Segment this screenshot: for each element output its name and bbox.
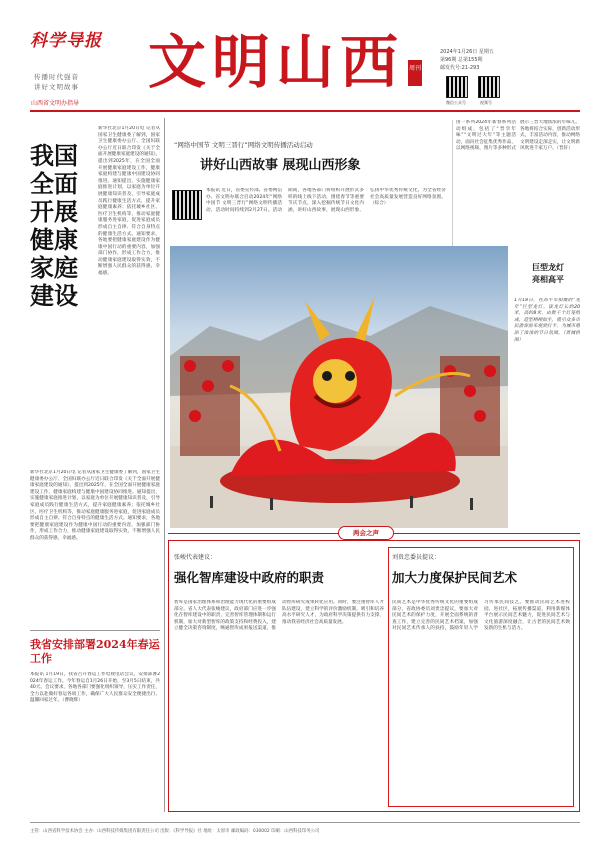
box-right-headline: 加大力度保护民间艺术 — [392, 570, 518, 585]
feature-text: 本报讯 近日，省委宣传部、省委网信办、省文明办联合启动2024年“网络中国节 文明三晋行”网络文明传播活动，活动时间持续到2月27日。活动期间，各地各部门将组织开展形式多样的线上线下活动，围绕春节等重要节庆节点，深入挖掘传统节日文化内涵，讲好山西故事，展现山西形象，弘扬中华优秀传统文化，为全省经济社会高质量发展营造良好网络氛围。（综合） — [206, 188, 446, 213]
slogan-1: 传播时代强音 — [34, 73, 79, 81]
box-left-text: 智库是国家治理体系和治理能力现代化的重要组成部分。省人大代表张峻建议，政府部门应进一步强化在智库建设中的职责，完善智库管理体制和运行机制，加大对新型智库的政策支持和经费投入，建立健全决策咨询制度，畅通智库成果报送渠道，推动智库研究成果转化应用。同时，要注重智库人才队伍建设，建立科学的评价激励机制，吸引和培养高水平研究人才，为政府科学决策提供有力支撑，推动我省经济社会高质量发展。 — [174, 600, 384, 632]
masthead-rule — [30, 110, 580, 112]
article-qr-icon — [172, 190, 202, 220]
left-divider — [30, 630, 160, 631]
photo-caption-text: 1月18日，在高平市拍摄的“龙年”巨型龙灯。该龙灯长约20米，高约8米，由数千个灯笼组成，造型栩栩如生，吸引众多市民游客前来观赏打卡，为城市增添了浓浓的节日氛围。（晋城供图） — [514, 298, 580, 343]
column-divider — [164, 118, 165, 812]
dragon-lantern-photo — [170, 246, 508, 528]
box-right-text: 民间艺术是中华优秀传统文化的重要组成部分。省政协委员刘贵忠提议，要加大对民间艺术的保护力度，开展全面系统的普查工作，建立完善的民间艺术档案，加强对民间艺术传承人的扶持，鼓励年轻人学习传承民间技艺。要推动民间艺术进校园、进社区，拓展传播渠道，利用新媒体平台展示民间艺术魅力，促进民间艺术与文化旅游深度融合，让古老的民间艺术焕发新的生机与活力。 — [392, 600, 570, 632]
second-headline: 我省安排部署2024年春运工作 — [30, 638, 160, 665]
slogan-2: 讲好文明故事 — [34, 83, 79, 91]
caption-title-1: 巨型龙灯 — [532, 263, 564, 272]
lead-article-text-col1: 新华社北京1月20日电 记者从国家卫生健康委了解到，国家卫生健康委办公厅、全国妇联办公厅近日联合印发《关于全面开展健康家庭建设的通知》，提出到2025年，在全国全面开展健康家庭建设工作，健康家庭构建与健康中国建设协同推进。通知提出，实施健康家庭推进计划，以家庭为单位开展健康知识普及，引导家庭成员践行健康生活方式，提升家庭健康素养；依托城乡社区、医疗卫生机构等，推动家庭健康服务进家庭，促进家庭成员形成自主自律、符合自身特点的健康生活方式。通知要求，各地要把健康家庭建设作为健康中国行动的重要内容，加强部门协作，形成工作合力，推动健康家庭建设取得实效，不断增强人民群众的获得感、幸福感。 — [98, 126, 160, 277]
box-right-kicker: 刘贵忠委员提议： — [392, 554, 441, 561]
lead-article-text-col2: 新华社北京1月20日电 记者从国家卫生健康委了解到，国家卫生健康委办公厅、全国妇联办公厅近日联合印发《关于全面开展健康家庭建设的通知》，提出到2025年，在全国全面开展健康家庭建设工作，健康家庭构建与健康中国建设协同推进。通知提出，实施健康家庭推进计划，以家庭为单位开展健康知识普及，引导家庭成员践行健康生活方式，提升家庭健康素养；依托城乡社区、医疗卫生机构等，推动家庭健康服务进家庭，促进家庭成员形成自主自律、符合自身特点的健康生活方式。通知要求，各地要把健康家庭建设作为健康中国行动的重要内容，加强部门协作，形成工作合力，推动健康家庭建设取得实效，不断增强人民群众的获得感、幸福感。 — [30, 470, 160, 541]
feature-headline: 讲好山西故事 展现山西形象 — [200, 158, 361, 173]
footer-rule — [30, 822, 580, 823]
feature-kicker: “网络中国节 文明三晋行”网络文明传播活动启动 — [174, 141, 313, 149]
box-left-headline: 强化智库建设中政府的职责 — [174, 570, 325, 585]
weekly-badge: 周刊 — [408, 60, 422, 86]
feature-right-text: 由一系列2024年新春系列活动组成，包括了“晋享年味”“文明过大年”等主题活动，面向社会征集优秀作品，以网络视频、图片等多种形式展示三晋大地浓浓的年味儿。各地将结合实际，创新活动形式，丰富活动内容，推动网络文明建设走深走实，让文明新风吹进千家万户。（晋轩） — [456, 120, 580, 152]
feature-divider — [452, 120, 453, 246]
second-article-text: 本报讯 1月19日，我省召开春运工作电视电话会议，安排部署2024年春运工作。今年春运自1月26日开始，至3月5日结束，共40天。会议要求，各地各部门要强化组织领导，压实工作责任，全力以赴做好春运各项工作，确保广大人民群众安全便捷出行、温馨回家过年。（曹晓辉） — [30, 672, 160, 704]
box-left-kicker: 张峻代表建议： — [174, 554, 217, 561]
wechat-qr-icon — [446, 76, 468, 98]
lianghui-badge: 两会之声 — [338, 526, 394, 540]
postal-code: 邮发代号:21-293 — [440, 65, 480, 71]
issue-number: 第96期 总第155期 — [440, 57, 483, 63]
video-qr-icon — [478, 76, 500, 98]
guide-text: 山西省文明办指导 — [31, 100, 80, 107]
footer-text: 主管：山西省科学技术协会 主办：山西科技传媒集团有限责任公司 出版：《科学导报》社 地址：太原市 邮政编码：030002 印刷：山西科技印务公司 — [30, 829, 320, 834]
issue-date: 2024年1月26日 星期五 — [440, 49, 494, 55]
dragon-lantern-icon — [170, 246, 508, 528]
brand-logo: 科学导报 — [30, 31, 102, 51]
qr-label-wechat: 微信公众号 — [446, 100, 466, 105]
lead-headline: 我国全面开展健康家庭建设 — [30, 141, 78, 310]
caption-title-2: 亮相高平 — [532, 275, 564, 284]
masthead-title: 文明山西 — [148, 28, 405, 96]
qr-label-video: 视频号 — [480, 100, 492, 105]
